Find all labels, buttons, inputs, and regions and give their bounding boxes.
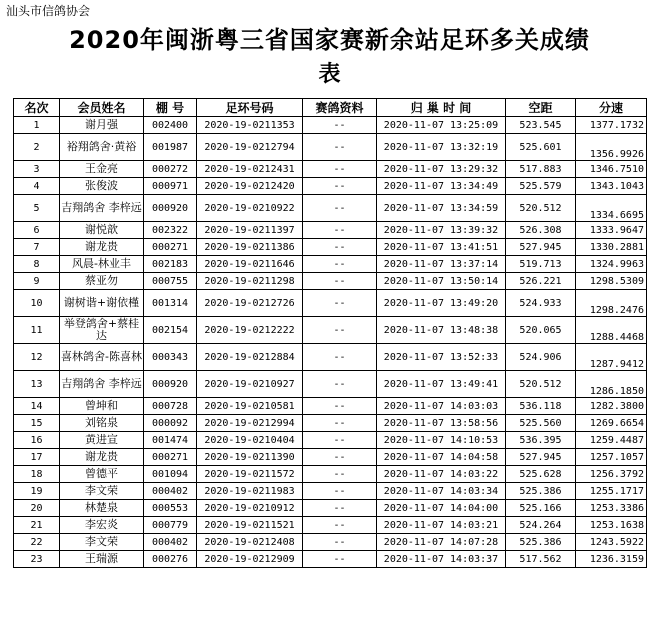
cell-ring-number: 2020-19-0211572 xyxy=(197,466,303,483)
cell-member-name: 蔡亚勿 xyxy=(60,273,144,290)
cell-rank: 12 xyxy=(14,344,60,371)
cell-arrival-time: 2020-11-07 14:03:21 xyxy=(377,517,506,534)
cell-pigeon-info: -- xyxy=(303,222,377,239)
cell-rank: 19 xyxy=(14,483,60,500)
cell-rank: 17 xyxy=(14,449,60,466)
cell-member-name: 李宏炎 xyxy=(60,517,144,534)
cell-speed: 1256.3792 xyxy=(576,466,647,483)
header-member-name: 会员姓名 xyxy=(60,99,144,117)
table-row xyxy=(14,195,647,222)
cell-distance: 519.713 xyxy=(506,256,576,273)
table-row xyxy=(14,256,647,273)
cell-loft-number: 000920 xyxy=(144,371,197,398)
cell-speed: 1356.9926 xyxy=(576,134,647,161)
cell-pigeon-info: -- xyxy=(303,344,377,371)
header-loft-number: 棚 号 xyxy=(144,99,197,117)
cell-arrival-time: 2020-11-07 14:07:28 xyxy=(377,534,506,551)
cell-loft-number: 002183 xyxy=(144,256,197,273)
cell-rank: 23 xyxy=(14,551,60,568)
cell-loft-number: 001987 xyxy=(144,134,197,161)
header-pigeon-info: 赛鸽资料 xyxy=(303,99,377,117)
cell-ring-number: 2020-19-0211298 xyxy=(197,273,303,290)
cell-rank: 22 xyxy=(14,534,60,551)
cell-arrival-time: 2020-11-07 13:29:32 xyxy=(377,161,506,178)
table-row xyxy=(14,222,647,239)
cell-ring-number: 2020-19-0211646 xyxy=(197,256,303,273)
table-row xyxy=(14,161,647,178)
cell-ring-number: 2020-19-0212408 xyxy=(197,534,303,551)
header-speed: 分速 xyxy=(576,99,647,117)
cell-speed: 1324.9963 xyxy=(576,256,647,273)
cell-speed: 1334.6695 xyxy=(576,195,647,222)
table-row xyxy=(14,517,647,534)
cell-distance: 525.166 xyxy=(506,500,576,517)
cell-ring-number: 2020-19-0210922 xyxy=(197,195,303,222)
table-row xyxy=(14,449,647,466)
cell-distance: 525.601 xyxy=(506,134,576,161)
cell-loft-number: 000728 xyxy=(144,398,197,415)
cell-distance: 527.945 xyxy=(506,449,576,466)
cell-ring-number: 2020-19-0210927 xyxy=(197,371,303,398)
cell-loft-number: 000343 xyxy=(144,344,197,371)
page-title: 2020年闽浙粤三省国家赛新余站足环多关成绩 xyxy=(69,26,590,54)
cell-pigeon-info: -- xyxy=(303,449,377,466)
cell-member-name: 李文荣 xyxy=(60,483,144,500)
cell-arrival-time: 2020-11-07 13:25:09 xyxy=(377,117,506,134)
cell-ring-number: 2020-19-0212431 xyxy=(197,161,303,178)
cell-ring-number: 2020-19-0212994 xyxy=(197,415,303,432)
cell-loft-number: 001094 xyxy=(144,466,197,483)
cell-speed: 1298.2476 xyxy=(576,290,647,317)
cell-ring-number: 2020-19-0212222 xyxy=(197,317,303,344)
cell-ring-number: 2020-19-0211983 xyxy=(197,483,303,500)
cell-pigeon-info: -- xyxy=(303,317,377,344)
cell-pigeon-info: -- xyxy=(303,517,377,534)
cell-distance: 526.221 xyxy=(506,273,576,290)
cell-arrival-time: 2020-11-07 13:52:33 xyxy=(377,344,506,371)
cell-member-name: 谢悦歆 xyxy=(60,222,144,239)
cell-speed: 1298.5309 xyxy=(576,273,647,290)
cell-member-name: 风晨-林业丰 xyxy=(60,256,144,273)
cell-distance: 536.118 xyxy=(506,398,576,415)
cell-loft-number: 000271 xyxy=(144,239,197,256)
header-arrival-time: 归 巢 时 间 xyxy=(377,99,506,117)
cell-distance: 525.628 xyxy=(506,466,576,483)
cell-distance: 525.579 xyxy=(506,178,576,195)
cell-speed: 1343.1043 xyxy=(576,178,647,195)
cell-pigeon-info: -- xyxy=(303,534,377,551)
cell-distance: 517.883 xyxy=(506,161,576,178)
cell-arrival-time: 2020-11-07 14:03:34 xyxy=(377,483,506,500)
cell-rank: 2 xyxy=(14,134,60,161)
cell-rank: 21 xyxy=(14,517,60,534)
table-row xyxy=(14,534,647,551)
cell-speed: 1333.9647 xyxy=(576,222,647,239)
cell-pigeon-info: -- xyxy=(303,551,377,568)
cell-loft-number: 000779 xyxy=(144,517,197,534)
cell-rank: 8 xyxy=(14,256,60,273)
header-ring-number: 足环号码 xyxy=(197,99,303,117)
cell-member-name: 裕翔鸽舍·黄裕 xyxy=(60,134,144,161)
cell-loft-number: 000971 xyxy=(144,178,197,195)
cell-arrival-time: 2020-11-07 13:58:56 xyxy=(377,415,506,432)
cell-pigeon-info: -- xyxy=(303,178,377,195)
cell-loft-number: 002400 xyxy=(144,117,197,134)
cell-rank: 9 xyxy=(14,273,60,290)
cell-ring-number: 2020-19-0212794 xyxy=(197,134,303,161)
cell-rank: 16 xyxy=(14,432,60,449)
cell-loft-number: 000276 xyxy=(144,551,197,568)
cell-rank: 11 xyxy=(14,317,60,344)
cell-pigeon-info: -- xyxy=(303,134,377,161)
cell-speed: 1377.1732 xyxy=(576,117,647,134)
cell-loft-number: 001314 xyxy=(144,290,197,317)
cell-rank: 6 xyxy=(14,222,60,239)
page-title-continued: 表 xyxy=(318,62,341,87)
cell-distance: 525.386 xyxy=(506,534,576,551)
cell-member-name: 曾坤和 xyxy=(60,398,144,415)
cell-arrival-time: 2020-11-07 13:34:59 xyxy=(377,195,506,222)
cell-rank: 5 xyxy=(14,195,60,222)
cell-member-name: 黄进宣 xyxy=(60,432,144,449)
cell-speed: 1243.5922 xyxy=(576,534,647,551)
cell-rank: 13 xyxy=(14,371,60,398)
cell-pigeon-info: -- xyxy=(303,256,377,273)
table-row xyxy=(14,178,647,195)
cell-pigeon-info: -- xyxy=(303,161,377,178)
cell-member-name: 王瑞源 xyxy=(60,551,144,568)
cell-member-name: 喜林鸽舍-陈喜林 xyxy=(60,344,144,371)
cell-member-name: 曾德平 xyxy=(60,466,144,483)
cell-speed: 1253.1638 xyxy=(576,517,647,534)
cell-member-name: 林楚泉 xyxy=(60,500,144,517)
cell-ring-number: 2020-19-0212884 xyxy=(197,344,303,371)
cell-ring-number: 2020-19-0210912 xyxy=(197,500,303,517)
cell-speed: 1288.4468 xyxy=(576,317,647,344)
cell-member-name: 张俊波 xyxy=(60,178,144,195)
cell-pigeon-info: -- xyxy=(303,415,377,432)
cell-arrival-time: 2020-11-07 13:49:41 xyxy=(377,371,506,398)
cell-arrival-time: 2020-11-07 14:03:37 xyxy=(377,551,506,568)
cell-speed: 1269.6654 xyxy=(576,415,647,432)
cell-distance: 525.560 xyxy=(506,415,576,432)
cell-pigeon-info: -- xyxy=(303,371,377,398)
table-row xyxy=(14,398,647,415)
cell-distance: 524.264 xyxy=(506,517,576,534)
cell-ring-number: 2020-19-0212420 xyxy=(197,178,303,195)
cell-pigeon-info: -- xyxy=(303,398,377,415)
cell-member-name: 谢月强 xyxy=(60,117,144,134)
cell-ring-number: 2020-19-0210404 xyxy=(197,432,303,449)
cell-loft-number: 000553 xyxy=(144,500,197,517)
cell-speed: 1282.3800 xyxy=(576,398,647,415)
cell-pigeon-info: -- xyxy=(303,500,377,517)
cell-distance: 520.512 xyxy=(506,371,576,398)
cell-loft-number: 000920 xyxy=(144,195,197,222)
cell-arrival-time: 2020-11-07 13:37:14 xyxy=(377,256,506,273)
cell-ring-number: 2020-19-0211397 xyxy=(197,222,303,239)
cell-rank: 3 xyxy=(14,161,60,178)
cell-distance: 517.562 xyxy=(506,551,576,568)
cell-arrival-time: 2020-11-07 13:49:20 xyxy=(377,290,506,317)
table-row xyxy=(14,415,647,432)
cell-rank: 1 xyxy=(14,117,60,134)
cell-loft-number: 002154 xyxy=(144,317,197,344)
cell-rank: 18 xyxy=(14,466,60,483)
cell-ring-number: 2020-19-0212726 xyxy=(197,290,303,317)
table-row xyxy=(14,290,647,317)
cell-arrival-time: 2020-11-07 14:04:00 xyxy=(377,500,506,517)
cell-ring-number: 2020-19-0212909 xyxy=(197,551,303,568)
cell-distance: 520.065 xyxy=(506,317,576,344)
table-row xyxy=(14,466,647,483)
cell-rank: 20 xyxy=(14,500,60,517)
cell-loft-number: 000402 xyxy=(144,483,197,500)
cell-loft-number: 001474 xyxy=(144,432,197,449)
cell-speed: 1255.1717 xyxy=(576,483,647,500)
cell-arrival-time: 2020-11-07 13:34:49 xyxy=(377,178,506,195)
table-row xyxy=(14,483,647,500)
cell-rank: 14 xyxy=(14,398,60,415)
header-row xyxy=(14,99,647,117)
cell-arrival-time: 2020-11-07 13:41:51 xyxy=(377,239,506,256)
cell-rank: 4 xyxy=(14,178,60,195)
cell-pigeon-info: -- xyxy=(303,466,377,483)
table-row xyxy=(14,273,647,290)
cell-rank: 15 xyxy=(14,415,60,432)
cell-arrival-time: 2020-11-07 14:03:03 xyxy=(377,398,506,415)
cell-distance: 525.386 xyxy=(506,483,576,500)
table-row xyxy=(14,432,647,449)
cell-loft-number: 000272 xyxy=(144,161,197,178)
cell-arrival-time: 2020-11-07 13:39:32 xyxy=(377,222,506,239)
cell-speed: 1286.1850 xyxy=(576,371,647,398)
cell-loft-number: 000092 xyxy=(144,415,197,432)
cell-pigeon-info: -- xyxy=(303,273,377,290)
cell-ring-number: 2020-19-0211353 xyxy=(197,117,303,134)
cell-pigeon-info: -- xyxy=(303,117,377,134)
organization-name: 汕头市信鸽协会 xyxy=(6,4,91,18)
cell-loft-number: 000402 xyxy=(144,534,197,551)
cell-speed: 1287.9412 xyxy=(576,344,647,371)
cell-distance: 524.933 xyxy=(506,290,576,317)
cell-arrival-time: 2020-11-07 13:48:38 xyxy=(377,317,506,344)
cell-distance: 523.545 xyxy=(506,117,576,134)
cell-arrival-time: 2020-11-07 14:03:22 xyxy=(377,466,506,483)
cell-distance: 526.308 xyxy=(506,222,576,239)
cell-member-name: 谢龙贵 xyxy=(60,239,144,256)
cell-arrival-time: 2020-11-07 14:10:53 xyxy=(377,432,506,449)
header-rank: 名次 xyxy=(14,99,60,117)
cell-speed: 1330.2881 xyxy=(576,239,647,256)
cell-pigeon-info: -- xyxy=(303,432,377,449)
table-row xyxy=(14,371,647,398)
table-row xyxy=(14,117,647,134)
table-row xyxy=(14,344,647,371)
table-row xyxy=(14,239,647,256)
cell-member-name: 谢龙贵 xyxy=(60,449,144,466)
cell-speed: 1253.3386 xyxy=(576,500,647,517)
cell-arrival-time: 2020-11-07 13:50:14 xyxy=(377,273,506,290)
cell-distance: 536.395 xyxy=(506,432,576,449)
cell-member-name: 刘铭泉 xyxy=(60,415,144,432)
cell-member-name: 谢树谐+谢依槿 xyxy=(60,290,144,317)
cell-member-name: 吉翔鸽舍 李梓远 xyxy=(60,195,144,222)
table-row xyxy=(14,317,647,344)
cell-pigeon-info: -- xyxy=(303,483,377,500)
table-row xyxy=(14,500,647,517)
cell-speed: 1259.4487 xyxy=(576,432,647,449)
cell-distance: 520.512 xyxy=(506,195,576,222)
table-row xyxy=(14,134,647,161)
cell-loft-number: 000755 xyxy=(144,273,197,290)
cell-speed: 1236.3159 xyxy=(576,551,647,568)
cell-distance: 527.945 xyxy=(506,239,576,256)
cell-ring-number: 2020-19-0210581 xyxy=(197,398,303,415)
cell-speed: 1346.7510 xyxy=(576,161,647,178)
cell-arrival-time: 2020-11-07 13:32:19 xyxy=(377,134,506,161)
header-distance: 空距 xyxy=(506,99,576,117)
cell-distance: 524.906 xyxy=(506,344,576,371)
cell-loft-number: 000271 xyxy=(144,449,197,466)
results-table xyxy=(13,98,647,568)
cell-ring-number: 2020-19-0211390 xyxy=(197,449,303,466)
cell-member-name: 举登鸽舍+蔡桂达 xyxy=(60,317,144,344)
cell-pigeon-info: -- xyxy=(303,195,377,222)
cell-pigeon-info: -- xyxy=(303,290,377,317)
cell-member-name: 李文荣 xyxy=(60,534,144,551)
cell-arrival-time: 2020-11-07 14:04:58 xyxy=(377,449,506,466)
cell-member-name: 吉翔鸽舍 李梓远 xyxy=(60,371,144,398)
cell-ring-number: 2020-19-0211386 xyxy=(197,239,303,256)
cell-rank: 10 xyxy=(14,290,60,317)
cell-rank: 7 xyxy=(14,239,60,256)
table-row xyxy=(14,551,647,568)
results-body xyxy=(14,117,647,568)
cell-pigeon-info: -- xyxy=(303,239,377,256)
cell-ring-number: 2020-19-0211521 xyxy=(197,517,303,534)
cell-speed: 1257.1057 xyxy=(576,449,647,466)
cell-loft-number: 002322 xyxy=(144,222,197,239)
cell-member-name: 王金亮 xyxy=(60,161,144,178)
